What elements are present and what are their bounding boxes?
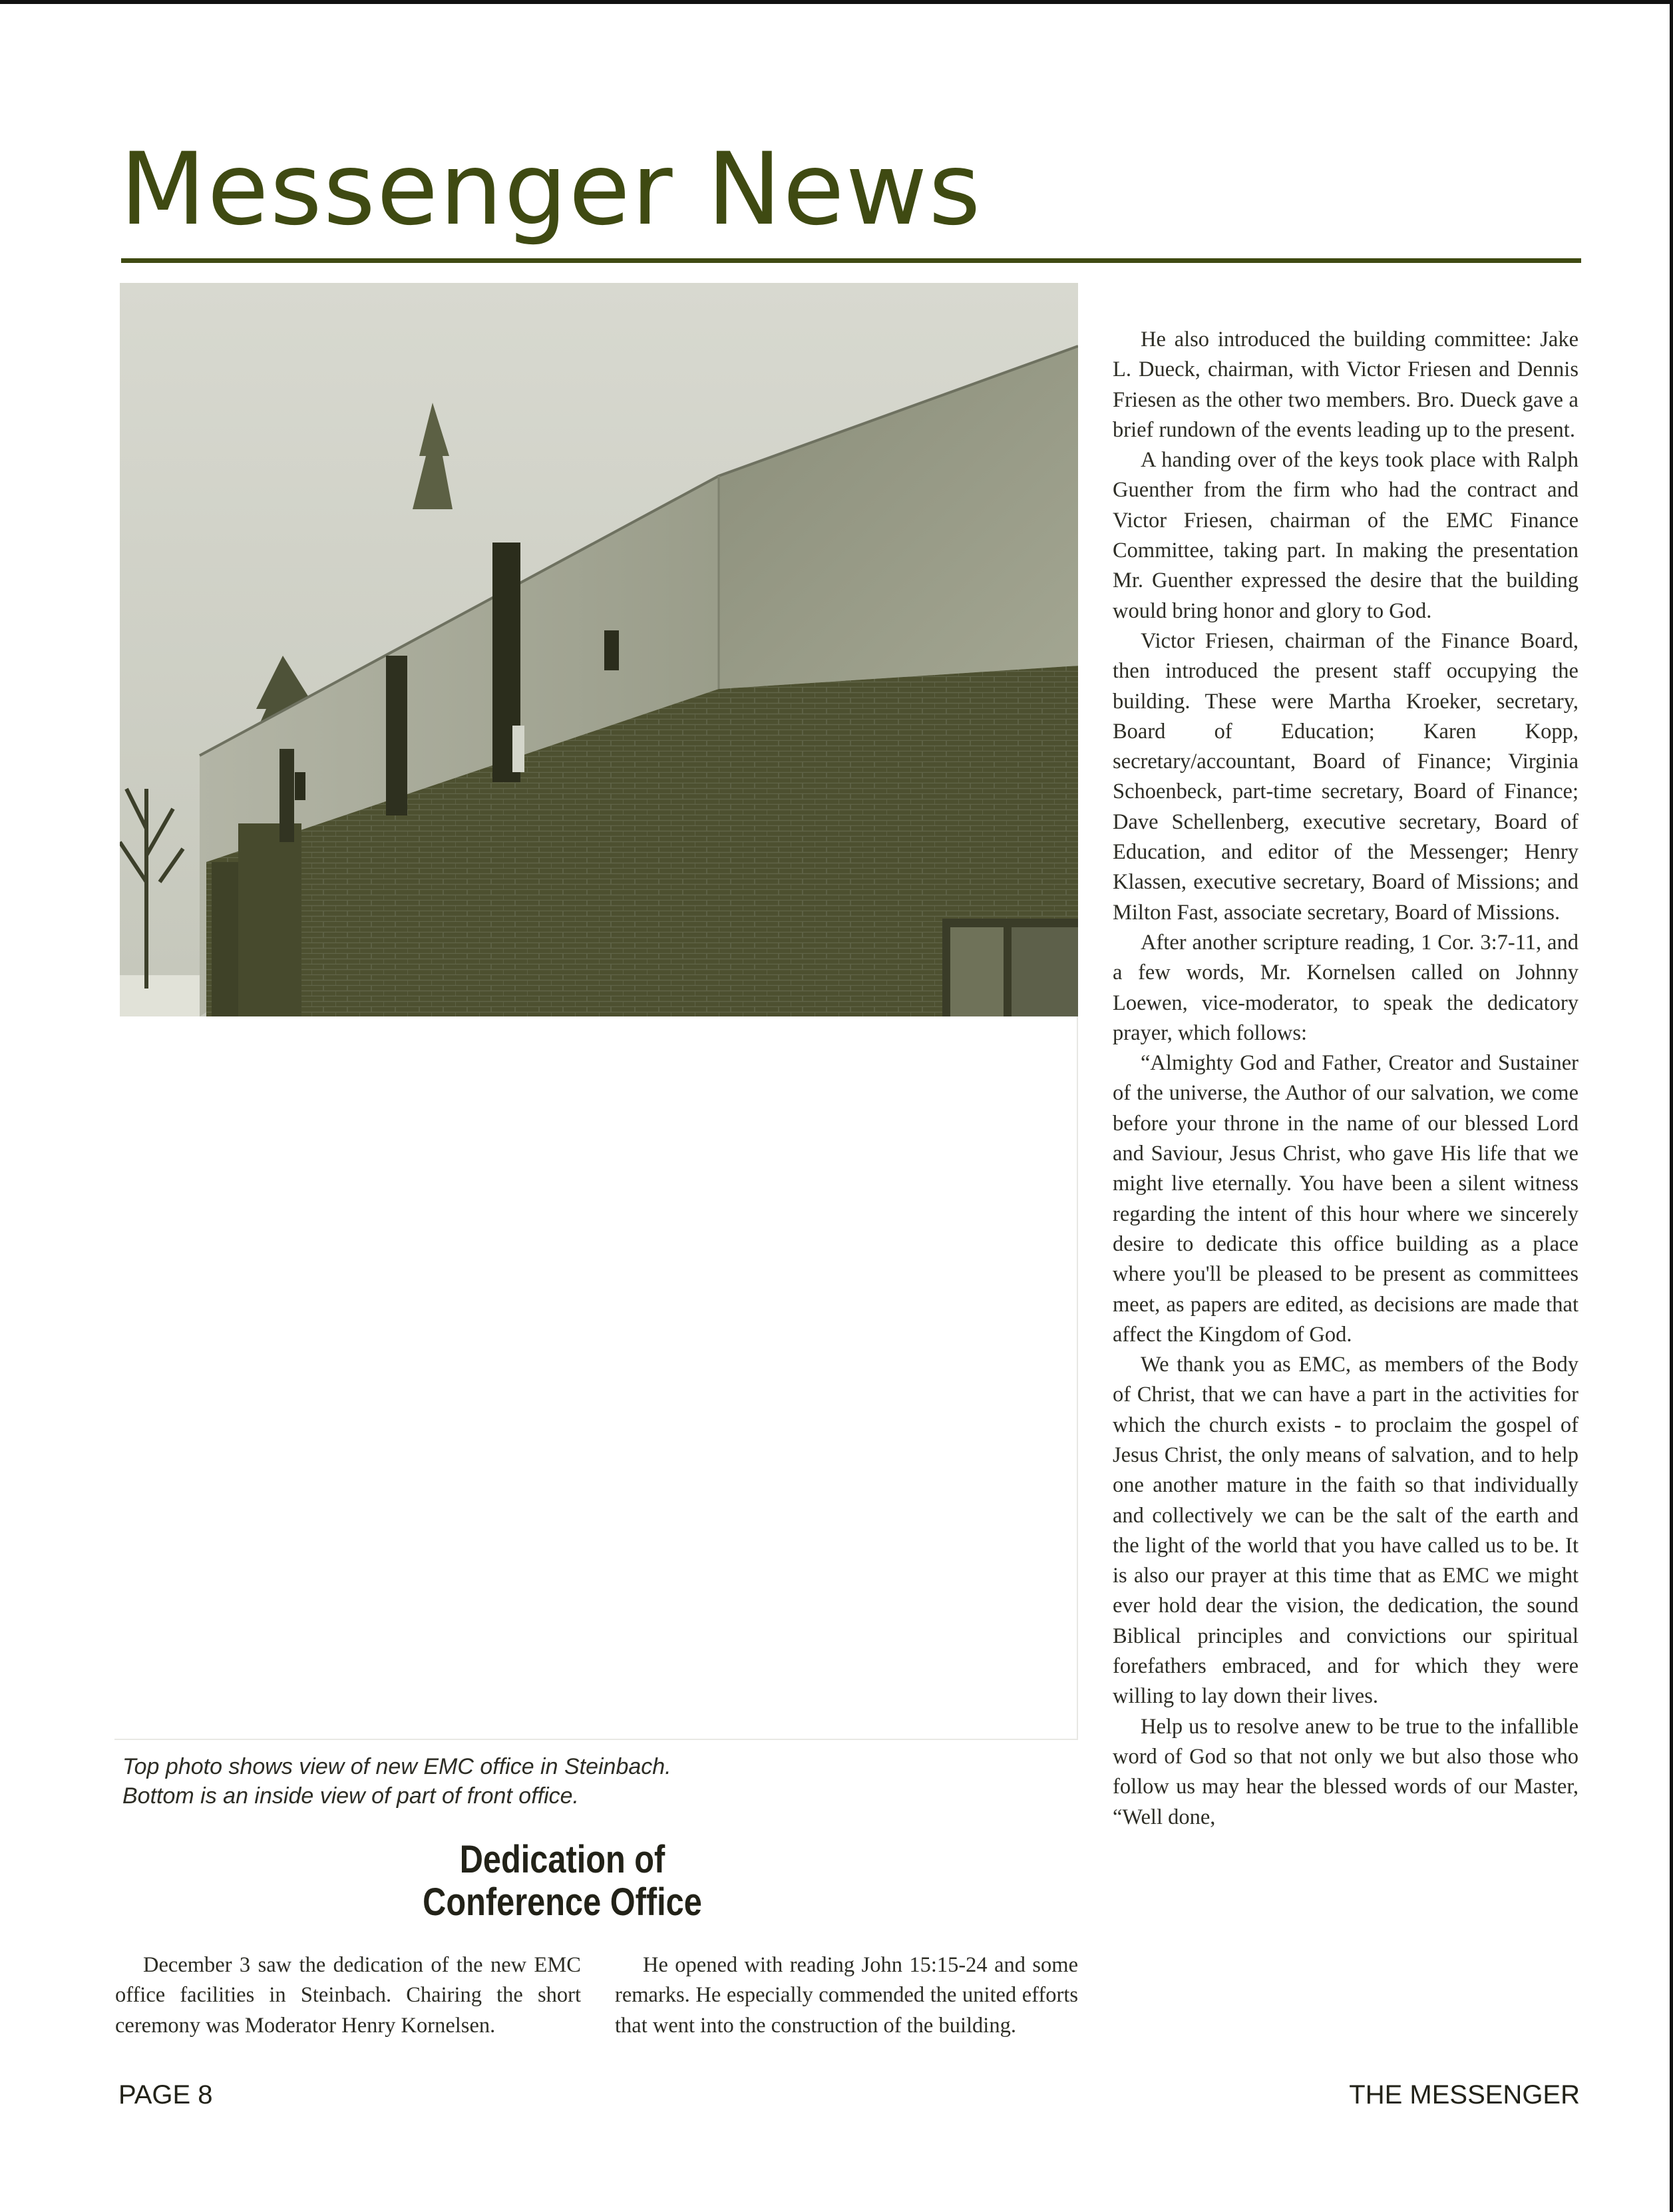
paragraph: Victor Friesen, chairman of the Finance Board, then introduced the present staff occupying the building. These were Martha Kroeker, secretary, Board of Education; Karen Kopp, secretary/accountant, Board of Finance; Virginia Schoenbeck, part-time secretary, Board of Finance; Dave Schellenberg, executive secretary, Board of Education, and editor of the Messenger; Henry Klassen, executive secretary, Board of Missions; and Milton Fast, associate secretary, Board of Missions. bbox=[1113, 628, 1579, 925]
paragraph: “Almighty God and Father, Creator and Sustainer of the universe, the Author of our salvation, we come before your throne in the name of our blessed Lord and Saviour, Jesus Christ, who gave His life that we might live eternally. You have been a silent witness regarding the intent of this hour where we sincerely desire to dedicate this office building as a place where you'll be pleased to be present as committees meet, as papers are edited, as decisions are made that affect the Kingdom of God. bbox=[1113, 1051, 1579, 1347]
paragraph: He opened with reading John 15:15-24 and some remarks. He especially commended the united efforts that went into the construction of the building. bbox=[615, 1953, 1078, 2038]
photo-edge-right bbox=[1077, 1016, 1078, 1740]
article-column-3 bbox=[1113, 325, 1579, 1833]
building-exterior-photo bbox=[120, 283, 1078, 1016]
article-headline bbox=[403, 1839, 722, 1924]
publication-name: THE MESSENGER bbox=[1349, 2080, 1580, 2109]
caption-line-2: Bottom is an inside view of part of front office. bbox=[122, 1783, 579, 1809]
article-column-2 bbox=[615, 1950, 1078, 2041]
paragraph: A handing over of the keys took place with Ralph Guenther from the firm who had the contract and Victor Friesen, chairman of the EMC Finance Committee, taking part. In making the presentation Mr. Guenther expressed the desire that the building would bring honor and glory to God. bbox=[1113, 448, 1579, 623]
photo-caption bbox=[122, 1752, 1074, 1811]
page-number: PAGE 8 bbox=[118, 2080, 213, 2109]
paragraph: After another scripture reading, 1 Cor. 3:7-11, and a few words, Mr. Kornelsen called on Johnny Loewen, vice-moderator, to speak the dedicatory prayer, which follows: bbox=[1113, 930, 1579, 1045]
front-office-photo-blank bbox=[114, 1016, 1078, 1740]
paragraph: He also introduced the building committee: Jake L. Dueck, chairman, with Victor Friesen and Dennis Friesen as the other two members. Bro. Dueck gave a brief rundown of the events leading up to the present. bbox=[1113, 328, 1579, 442]
scan-border-top bbox=[0, 0, 1673, 4]
scan-border-right bbox=[1670, 0, 1673, 2212]
article-column-1 bbox=[115, 1950, 581, 2041]
masthead-rule bbox=[121, 258, 1581, 263]
paragraph: We thank you as EMC, as members of the Body of Christ, that we can have a part in the activities for which the church exists - to proclaim the gospel of Jesus Christ, the only means of salvation, and to help one another mature in the faith so that individually and collectively we can be the salt of the earth and the light of the world that you have called us to be. It is also our prayer at this time that as EMC we might ever hold dear the vision, the dedication, the sound Biblical principles and convictions our spiritual forefathers embraced, and for which they were willing to lay down their lives. bbox=[1113, 1353, 1579, 1709]
photo-edge-bottom bbox=[114, 1739, 1078, 1740]
paragraph: Help us to resolve anew to be true to the infallible word of God so that not only we but also those who follow us may hear the blessed words of our Master, “Well done, bbox=[1113, 1714, 1579, 1829]
paragraph: December 3 saw the dedication of the new EMC office facilities in Steinbach. Chairing the short ceremony was Moderator Henry Kornelsen. bbox=[115, 1953, 581, 2038]
headline-line-1: Dedication of bbox=[459, 1838, 665, 1881]
caption-line-1: Top photo shows view of new EMC office in Steinbach. bbox=[122, 1754, 671, 1779]
masthead-title: Messenger News bbox=[120, 132, 982, 248]
headline-line-2: Conference Office bbox=[423, 1880, 702, 1924]
